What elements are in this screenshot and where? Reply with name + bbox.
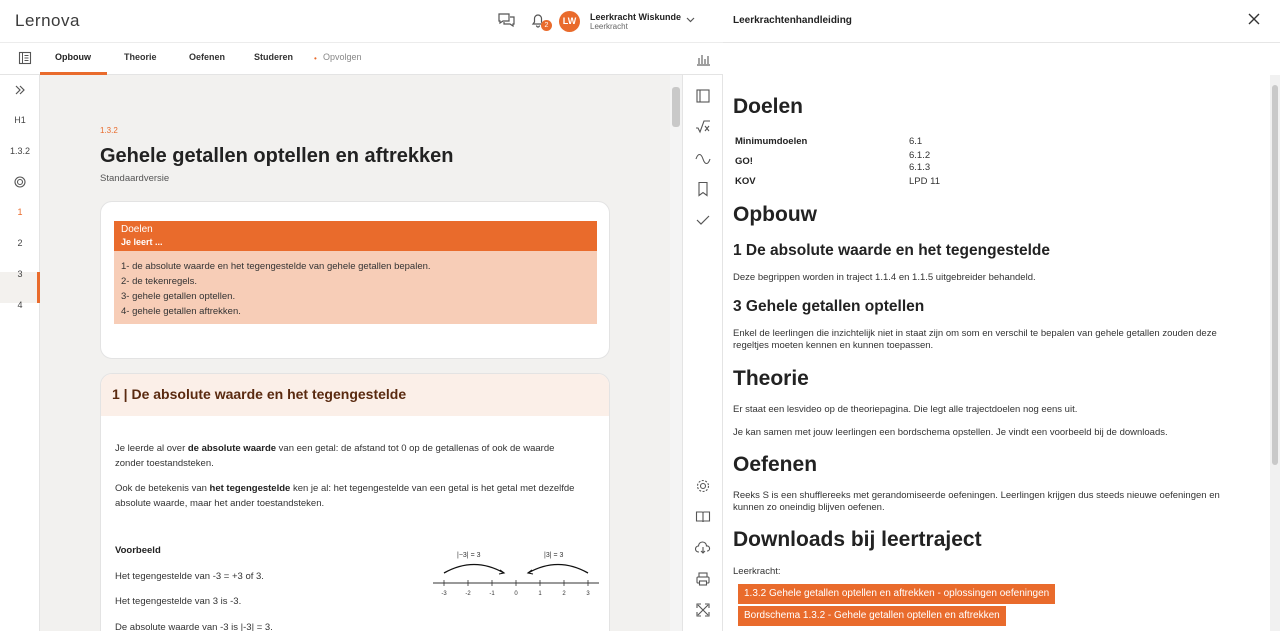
theorie-text: Er staat een lesvideo op de theoriepagina. Die legt alle trajectdoelen nog eens uit. [733,404,1078,415]
page-subtitle: Standaardversie [100,173,170,184]
paragraph-opposite [115,481,585,511]
goal-item: 1- de absolute waarde en het tegengestelde van gehele getallen bepalen. [121,261,431,272]
app-logo[interactable]: Lernova [15,11,80,30]
tool-rail [682,75,723,631]
doelen-value: LPD 11 [909,176,940,187]
guide-panel-body [723,75,1270,631]
download-solutions-button[interactable]: 1.3.2 Gehele getallen optellen en aftrekken - oplossingen oefeningen [738,584,1055,604]
arc-left [444,565,504,574]
bell-icon[interactable] [529,11,547,29]
tab-oefenen[interactable]: Oefenen [189,52,226,62]
numline-tick-label: -1 [489,591,495,597]
heading-oefenen: Oefenen [733,453,818,476]
numline-tick-label: -2 [465,591,471,597]
heading-sub1: 1 De absolute waarde en het tegengestelde [733,242,1050,259]
tab-dot: • [314,54,317,63]
goals-header [114,221,597,251]
guide-panel-header [723,0,1280,43]
guide-panel-title: Leerkrachtenhandleiding [733,15,852,26]
arc-right [528,565,588,574]
scrollbar-thumb[interactable] [1272,85,1278,465]
square-root-icon[interactable] [695,119,712,136]
p2-text-end: ken je al: het tegengestelde van een getal is het getal met dezelfde absolute waarde, maar het ander toestandsteken. [115,483,575,509]
doelen-key: KOV [735,176,756,187]
oefenen-text: Reeks S is een shufflereeks met gerandomiseerde oefeningen. Leerlingen krijgen dus steeds nieuwe oefeningen en kunnen zo oneindig blijven oefenen. [733,490,1220,513]
example-title: Voorbeeld [115,545,161,556]
cloud-download-icon[interactable] [695,540,712,557]
numline-tick-label: 0 [514,591,518,597]
lesson-content [40,75,670,631]
settings-gear-icon[interactable] [695,478,712,495]
notification-badge: 2 [541,20,552,31]
heading-theorie: Theorie [733,367,809,390]
goals-subtitle: Je leert ... [121,237,163,247]
top-bar [0,0,723,43]
p1-bold: de absolute waarde [187,443,277,454]
doelen-value: 6.1 [909,136,923,147]
section-code: 1.3.2 [100,126,118,135]
sub2-text: Enkel de leerlingen die inzichtelijk niet in staat zijn om som en verschil te bepalen van gehele getallen zouden deze regeltjes moeten kennen en kunnen toepassen. [733,328,1217,351]
numline-tick-label: 3 [586,591,590,597]
avatar[interactable]: LW [559,11,580,32]
p1-text: Je leerde al over [115,443,188,454]
chevron-down-icon[interactable] [686,15,695,25]
goal-item: 2- de tekenregels. [121,276,198,287]
tab-studeren[interactable]: Studeren [254,52,294,62]
expand-icon[interactable] [0,84,40,98]
top-actions [497,11,547,29]
content-scrollbar[interactable] [670,75,682,631]
tab-opbouw[interactable]: Opbouw [55,52,91,62]
chat-icon[interactable] [497,11,515,29]
goals-title: Doelen [121,224,153,235]
bar-chart-icon[interactable] [696,52,711,71]
goals-list [114,251,597,324]
section-rail [0,75,40,631]
numline-label-right: |3| = 3 [544,552,564,559]
doelen-value: 6.1.3 [909,162,931,173]
section-card [100,373,610,631]
user-name[interactable]: Leerkracht Wiskunde [590,12,681,22]
tab-bar [0,43,723,75]
doelen-value: 6.1.2 [909,150,931,161]
close-icon[interactable] [1247,12,1261,31]
tab-opvolgen[interactable]: Opvolgen [323,52,362,62]
heading-sub2: 3 Gehele getallen optellen [733,298,925,315]
open-book-icon[interactable] [695,509,712,526]
downloads-label: Leerkracht: [733,566,781,577]
guide-panel-strip [723,43,1280,75]
bookmark-icon[interactable] [695,181,712,198]
p1-text-end: van een getal: de afstand tot 0 op de getallenas of ook de waarde zonder toestandsteken. [115,443,555,469]
numline-label-left: |−3| = 3 [457,552,481,559]
scrollbar-thumb[interactable] [672,87,680,127]
goal-item: 4- gehele getallen aftrekken. [121,306,241,317]
paragraph-absolute-value [115,441,585,471]
rail-item-3[interactable]: 3 [17,269,23,279]
example-line: De absolute waarde van -3 is |-3| = 3. [115,622,273,631]
goals-card [100,201,610,359]
target-icon[interactable] [0,176,40,190]
rail-item-2[interactable]: 2 [17,238,23,248]
check-icon[interactable] [695,212,712,229]
section-header [101,374,610,416]
p2-bold: het tegengestelde [209,483,291,494]
number-line-figure [429,550,601,598]
example-line: Het tegengestelde van 3 is -3. [115,596,242,607]
p2-text: Ook de betekenis van [115,483,210,494]
guide-panel-scrollbar[interactable] [1270,75,1280,631]
fullscreen-icon[interactable] [695,602,712,619]
rail-item-h1[interactable]: H1 [14,115,26,125]
goal-item: 3- gehele getallen optellen. [121,291,236,302]
numline-tick-label: 2 [562,591,566,597]
user-role: Leerkracht [590,22,628,31]
book-panel-icon[interactable] [695,88,712,105]
book-icon[interactable] [18,51,32,70]
sub1-text: Deze begrippen worden in traject 1.1.4 en 1.1.5 uitgebreider behandeld. [733,272,1036,283]
example-line: Het tegengestelde van -3 = +3 of 3. [115,571,264,582]
heading-doelen: Doelen [733,95,804,118]
doelen-key: GO! [735,156,753,167]
rail-item-1-3-2[interactable]: 1.3.2 [9,146,31,156]
tab-theorie[interactable]: Theorie [124,52,157,62]
heading-opbouw: Opbouw [733,203,817,226]
heading-downloads: Downloads bij leertraject [733,528,982,551]
numline-tick-label: -3 [441,591,447,597]
theorie-text: Je kan samen met jouw leerlingen een bordschema opstellen. Je vindt een voorbeeld bij de downloads. [733,427,1168,438]
section-title: 1 | De absolute waarde en het tegengestelde [112,386,407,402]
rail-item-1[interactable]: 1 [17,207,23,217]
wave-icon[interactable] [695,150,712,167]
page-title: Gehele getallen optellen en aftrekken [100,145,454,167]
print-icon[interactable] [695,571,712,588]
numline-tick-label: 1 [538,591,542,597]
rail-item-4[interactable]: 4 [17,300,23,310]
download-board-scheme-button[interactable]: Bordschema 1.3.2 - Gehele getallen optellen en aftrekken [738,606,1006,626]
doelen-key: Minimumdoelen [735,136,808,147]
